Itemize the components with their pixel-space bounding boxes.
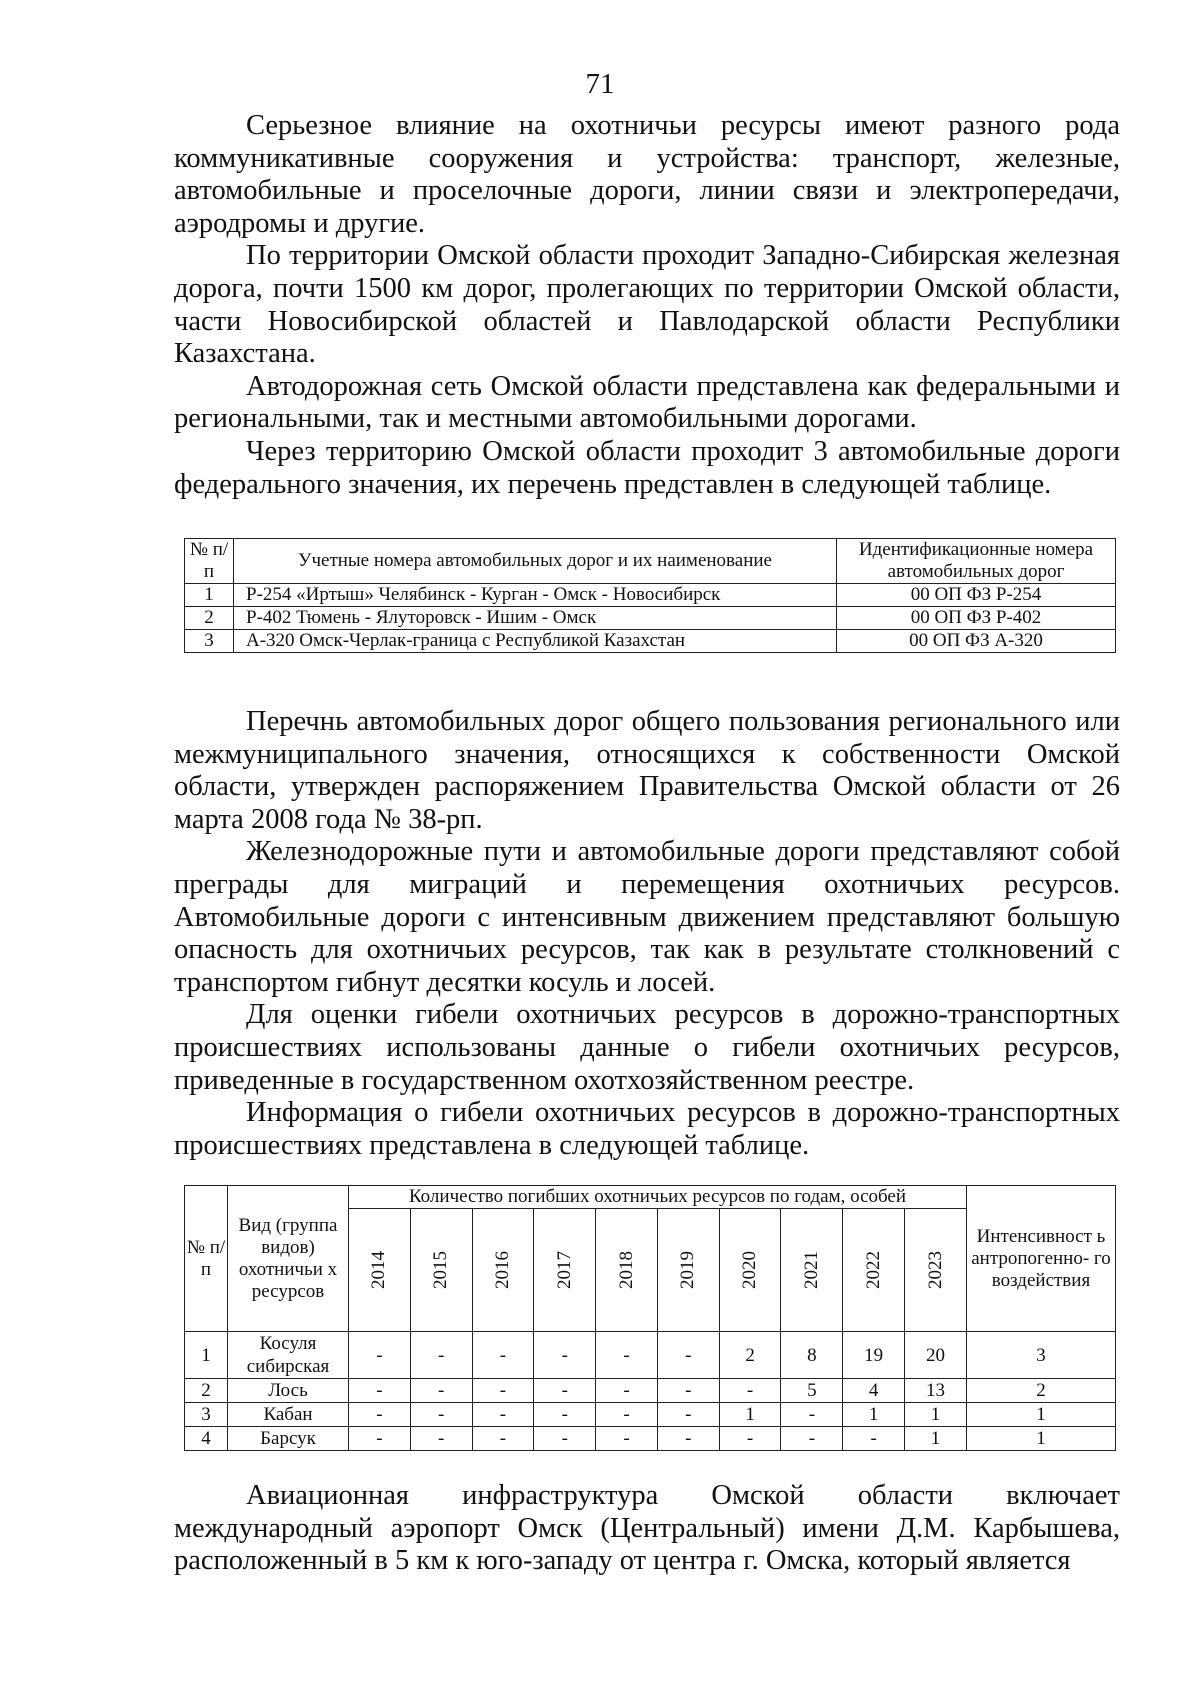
row-year-value: - bbox=[349, 1379, 411, 1403]
paragraph-3: Автодорожная сеть Омской области представлена как федеральными и региональными, так и местными автомобильными дорогами. bbox=[174, 370, 1120, 435]
row-year-value: 1 bbox=[843, 1403, 905, 1427]
header-intensity: Интенсивност ь антропогенно- го воздействия bbox=[967, 1186, 1116, 1332]
row-year-value: 8 bbox=[781, 1332, 843, 1379]
text-middle bbox=[174, 706, 1120, 1162]
year-label: 2019 bbox=[677, 1251, 699, 1289]
year-label: 2021 bbox=[800, 1251, 822, 1289]
row-year-value: - bbox=[472, 1427, 534, 1451]
row-year-value: - bbox=[349, 1403, 411, 1427]
table-row bbox=[185, 584, 1116, 607]
header-num: № п/п bbox=[185, 539, 234, 584]
row-year-value: - bbox=[410, 1403, 472, 1427]
paragraph-5: Перечнь автомобильных дорог общего пользования регионального или межмуниципального значения, относящихся к собственности Омской области, утвержден распоряжением Правительства Омской области от 26 марта 2008 года № 38-рп. bbox=[174, 706, 1120, 835]
row-year-value: - bbox=[596, 1379, 658, 1403]
table-row bbox=[185, 1379, 1116, 1403]
row-num: 2 bbox=[185, 1379, 228, 1403]
row-year-value: - bbox=[472, 1403, 534, 1427]
row-species: Косуля сибирская bbox=[228, 1332, 349, 1379]
header-road-id: Идентификационные номера автомобильных дорог bbox=[837, 539, 1116, 584]
header-year bbox=[534, 1209, 596, 1332]
header-year bbox=[843, 1209, 905, 1332]
header-year bbox=[410, 1209, 472, 1332]
year-label: 2016 bbox=[491, 1251, 513, 1289]
header-year bbox=[781, 1209, 843, 1332]
header-year bbox=[472, 1209, 534, 1332]
row-species: Барсук bbox=[228, 1427, 349, 1451]
row-year-value: - bbox=[657, 1427, 719, 1451]
paragraph-7: Для оценки гибели охотничьих ресурсов в дорожно-транспортных происшествиях использованы данные о гибели охотничьих ресурсов, приведенные в государственном охотхозяйственном реестре. bbox=[174, 999, 1120, 1096]
header-year bbox=[719, 1209, 781, 1332]
year-label: 2020 bbox=[739, 1251, 761, 1289]
row-year-value: - bbox=[596, 1403, 658, 1427]
row-year-value: - bbox=[596, 1427, 658, 1451]
row-year-value: - bbox=[843, 1427, 905, 1451]
row-species: Кабан bbox=[228, 1403, 349, 1427]
row-road-name: Р-254 «Иртыш» Челябинск - Курган - Омск - Новосибирск bbox=[234, 584, 837, 607]
row-year-value: - bbox=[410, 1379, 472, 1403]
row-intensity: 1 bbox=[967, 1403, 1116, 1427]
paragraph-1: Серьезное влияние на охотничьи ресурсы имеют разного рода коммуникативные сооружения и устройства: транспорт, железные, автомобильные и проселочные дороги, линии связи и электропередачи, аэродромы и другие. bbox=[174, 110, 1120, 239]
row-year-value: - bbox=[472, 1332, 534, 1379]
row-year-value: 5 bbox=[781, 1379, 843, 1403]
header-year bbox=[349, 1209, 411, 1332]
row-road-name: Р-402 Тюмень - Ялуторовск - Ишим - Омск bbox=[234, 607, 837, 630]
table-row bbox=[185, 1332, 1116, 1379]
paragraph-6: Железнодорожные пути и автомобильные дороги представляют собой преграды для миграций и перемещения охотничьих ресурсов. Автомобильные дороги с интенсивным движением представляют большую опасность для охотничьих ресурсов, так как в результате столкновений с транспортом гибнут десятки косуль и лосей. bbox=[174, 836, 1120, 998]
row-num: 3 bbox=[185, 1403, 228, 1427]
paragraph-2: По территории Омской области проходит Западно-Сибирская железная дорога, почти 1500 км дорог, пролегающих по территории Омской области, части Новосибирской областей и Павлодарской области Республики Казахстана. bbox=[174, 240, 1120, 370]
row-year-value: 1 bbox=[905, 1403, 967, 1427]
row-num: 3 bbox=[185, 630, 234, 653]
year-label: 2017 bbox=[553, 1251, 575, 1289]
row-year-value: - bbox=[534, 1427, 596, 1451]
text-top bbox=[174, 110, 1120, 501]
row-year-value: - bbox=[410, 1427, 472, 1451]
row-year-value: - bbox=[349, 1427, 411, 1451]
header-count: Количество погибших охотничьих ресурсов по годам, особей bbox=[349, 1186, 967, 1209]
row-num: 4 bbox=[185, 1427, 228, 1451]
row-num: 2 bbox=[185, 607, 234, 630]
row-year-value: - bbox=[657, 1379, 719, 1403]
header-species: Вид (группа видов) охотничьи х ресурсов bbox=[228, 1186, 349, 1332]
row-year-value: - bbox=[534, 1332, 596, 1379]
header-road-name: Учетные номера автомобильных дорог и их наименование bbox=[234, 539, 837, 584]
table-row bbox=[185, 1427, 1116, 1451]
row-year-value: - bbox=[657, 1332, 719, 1379]
page-number: 71 bbox=[585, 68, 615, 100]
header-year bbox=[657, 1209, 719, 1332]
roads-table-header bbox=[185, 539, 1116, 584]
paragraph-8: Информация о гибели охотничьих ресурсов в дорожно-транспортных происшествиях представлена в следующей таблице. bbox=[174, 1097, 1120, 1161]
year-label: 2015 bbox=[430, 1251, 452, 1289]
deaths-table-header bbox=[185, 1186, 1116, 1209]
row-intensity: 1 bbox=[967, 1427, 1116, 1451]
text-bottom bbox=[174, 1480, 1120, 1578]
row-road-name: А-320 Омск-Черлак-граница с Республикой Казахстан bbox=[234, 630, 837, 653]
row-year-value: - bbox=[472, 1379, 534, 1403]
row-year-value: - bbox=[410, 1332, 472, 1379]
roads-table bbox=[184, 538, 1116, 653]
row-year-value: 1 bbox=[905, 1427, 967, 1451]
row-year-value: 4 bbox=[843, 1379, 905, 1403]
row-year-value: 1 bbox=[719, 1403, 781, 1427]
row-year-value: 13 bbox=[905, 1379, 967, 1403]
table-row bbox=[185, 607, 1116, 630]
header-year bbox=[596, 1209, 658, 1332]
row-year-value: - bbox=[349, 1332, 411, 1379]
row-year-value: 19 bbox=[843, 1332, 905, 1379]
row-road-id: 00 ОП ФЗ Р-402 bbox=[837, 607, 1116, 630]
row-year-value: - bbox=[657, 1403, 719, 1427]
row-year-value: - bbox=[534, 1379, 596, 1403]
row-year-value: - bbox=[596, 1332, 658, 1379]
row-road-id: 00 ОП ФЗ Р-254 bbox=[837, 584, 1116, 607]
row-year-value: 2 bbox=[719, 1332, 781, 1379]
year-label: 2014 bbox=[368, 1251, 390, 1289]
year-label: 2018 bbox=[615, 1251, 637, 1289]
row-intensity: 3 bbox=[967, 1332, 1116, 1379]
row-intensity: 2 bbox=[967, 1379, 1116, 1403]
paragraph-4: Через территорию Омской области проходит 3 автомобильные дороги федерального значения, их перечень представлен в следующей таблице. bbox=[174, 435, 1120, 500]
year-label: 2022 bbox=[862, 1251, 884, 1289]
row-num: 1 bbox=[185, 584, 234, 607]
row-year-value: - bbox=[719, 1379, 781, 1403]
row-species: Лось bbox=[228, 1379, 349, 1403]
header-year bbox=[905, 1209, 967, 1332]
header-num: № п/ п bbox=[185, 1186, 228, 1332]
table-row bbox=[185, 630, 1116, 653]
paragraph-9: Авиационная инфраструктура Омской области включает международный аэропорт Омск (Центральный) имени Д.М. Карбышева, расположенный в 5 км к юго-западу от центра г. Омска, который является bbox=[174, 1480, 1120, 1577]
row-num: 1 bbox=[185, 1332, 228, 1379]
year-label: 2023 bbox=[924, 1251, 946, 1289]
row-year-value: - bbox=[781, 1403, 843, 1427]
row-year-value: - bbox=[534, 1403, 596, 1427]
row-road-id: 00 ОП ФЗ А-320 bbox=[837, 630, 1116, 653]
row-year-value: - bbox=[719, 1427, 781, 1451]
row-year-value: - bbox=[781, 1427, 843, 1451]
deaths-table bbox=[184, 1185, 1116, 1451]
table-row bbox=[185, 1403, 1116, 1427]
row-year-value: 20 bbox=[905, 1332, 967, 1379]
